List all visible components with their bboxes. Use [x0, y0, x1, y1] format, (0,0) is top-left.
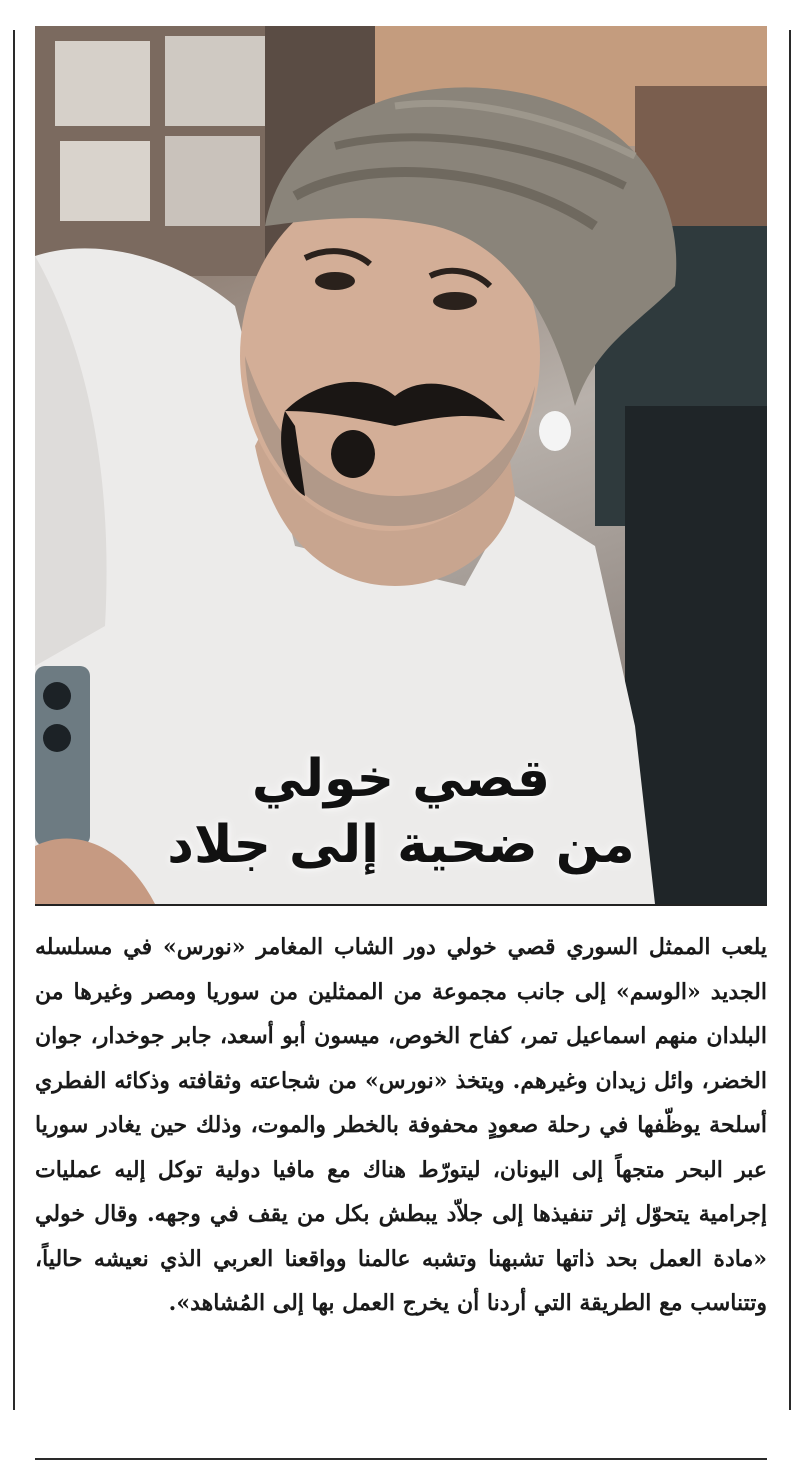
headline-line-2: من ضحية إلى جلاد: [167, 815, 635, 875]
article-body: [35, 925, 767, 1326]
bottom-rule: [35, 1458, 767, 1460]
article-photo: [35, 26, 767, 906]
column-rule-right: [789, 30, 791, 1410]
headline: [35, 746, 767, 878]
headline-line-1: قصي خولي: [251, 749, 551, 809]
column-rule-left: [13, 30, 15, 1410]
article-paragraph: يلعب الممثل السوري قصي خولي دور الشاب المغامر «نورس» في مسلسله الجديد «الوسم» إلى جانب مجموعة من الممثلين من سوريا ومصر وغيرها من البلدان منهم اسماعيل تمر، كفاح الخوص، ميسون أبو أسعد، جابر جوخدار، جوان الخضر، وائل زيدان وغيرهم. ويتخذ «نورس» من شجاعته وثقافته وذكائه الفطري أسلحة يوظّفها في رحلة صعودٍ محفوفة بالخطر والموت، وذلك حين يغادر سوريا عبر البحر متجهاً إلى اليونان، ليتورّط هناك مع مافيا دولية توكل إليه عمليات إجرامية يتحوّل إثر تنفيذها إلى جلاّد يبطش بكل من يقف في وجهه. وقال خولي «مادة العمل بحد ذاتها تشبهنا وتشبه عالمنا وواقعنا العربي الذي نعيشه حالياً، وتتناسب مع الطريقة التي أردنا أن يخرج العمل بها إلى المُشاهد».: [35, 934, 767, 1316]
